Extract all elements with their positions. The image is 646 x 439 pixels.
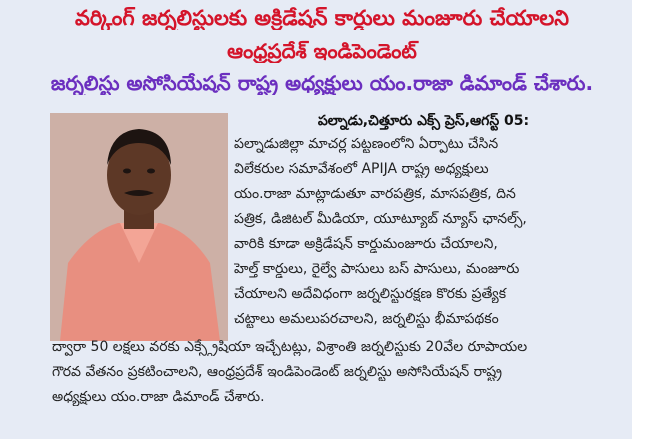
headline-line-3: జర్నలిస్టు అసోసియేషన్ రాష్ట్ర అధ్యక్షులు యం.రాజా డిమాండ్ చేశారు. — [50, 72, 594, 95]
body-line: యం.రాజా మాట్లాడుతూ వారపత్రిక, మాసపత్రిక, దిన — [234, 186, 516, 202]
body-line: అధ్యక్షులు యం.రాజా డిమాండ్ చేశారు. — [52, 389, 265, 405]
body-line: చట్టాలు అమలుపరచాలని, జర్నలిస్టు భీమాపథకం — [234, 311, 499, 327]
body-line: విలేకరుల సమావేశంలో APIJA రాష్ట్ర అధ్యక్షులు — [234, 161, 489, 177]
body-line: చేయాలని అదేవిధంగా జర్నలిస్టురక్షణ కొరకు ప్రత్యేక — [234, 286, 507, 302]
body-line: గౌరవ వేతనం ప్రకటించాలని, ఆంధ్రప్రదేశ్ ఇండిపెండెంట్ జర్నలిస్టు అసోసియేషన్ రాష్ట్ర — [52, 364, 502, 380]
body-line: ద్వారా 50 లక్షలు వరకు ఎక్స్గ్రేషియా ఇచ్చేటట్లు, విశ్రాంతి జర్నలిస్టుకు 20వేల రూపాయల — [52, 339, 528, 355]
person-portrait-icon — [50, 113, 228, 341]
page-margin-strip — [632, 0, 646, 439]
body-line: పల్నాడుజిల్లా మాచర్ల పట్టణంలోని ఏర్పాటు చేసిన — [234, 136, 499, 152]
reporter-photo — [50, 113, 228, 341]
body-line: పత్రిక, డిజిటల్ మీడియా, యూట్యూబ్ న్యూస్ ఛానల్స్, — [234, 211, 527, 227]
dateline: పల్నాడు,చిత్తూరు ఎక్స్ ప్రెస్,ఆగస్ట్ 05: — [317, 113, 530, 129]
body-line: హెల్త్ కార్డులు, రైల్వే పాసులు బస్ పాసులు, మంజూరు — [234, 261, 520, 277]
body-line: వారికి కూడా అక్రిడేషన్ కార్డుమంజూరు చేయాలని, — [234, 236, 498, 252]
headline-line-2: ఆంధ్రప్రదేశ్ ఇండిపెండెంట్ — [227, 40, 417, 63]
headline-line-1: వర్కింగ్ జర్నలిస్టులకు అక్రిడేషన్ కార్డులు మంజూరు చేయాలని — [75, 6, 569, 30]
